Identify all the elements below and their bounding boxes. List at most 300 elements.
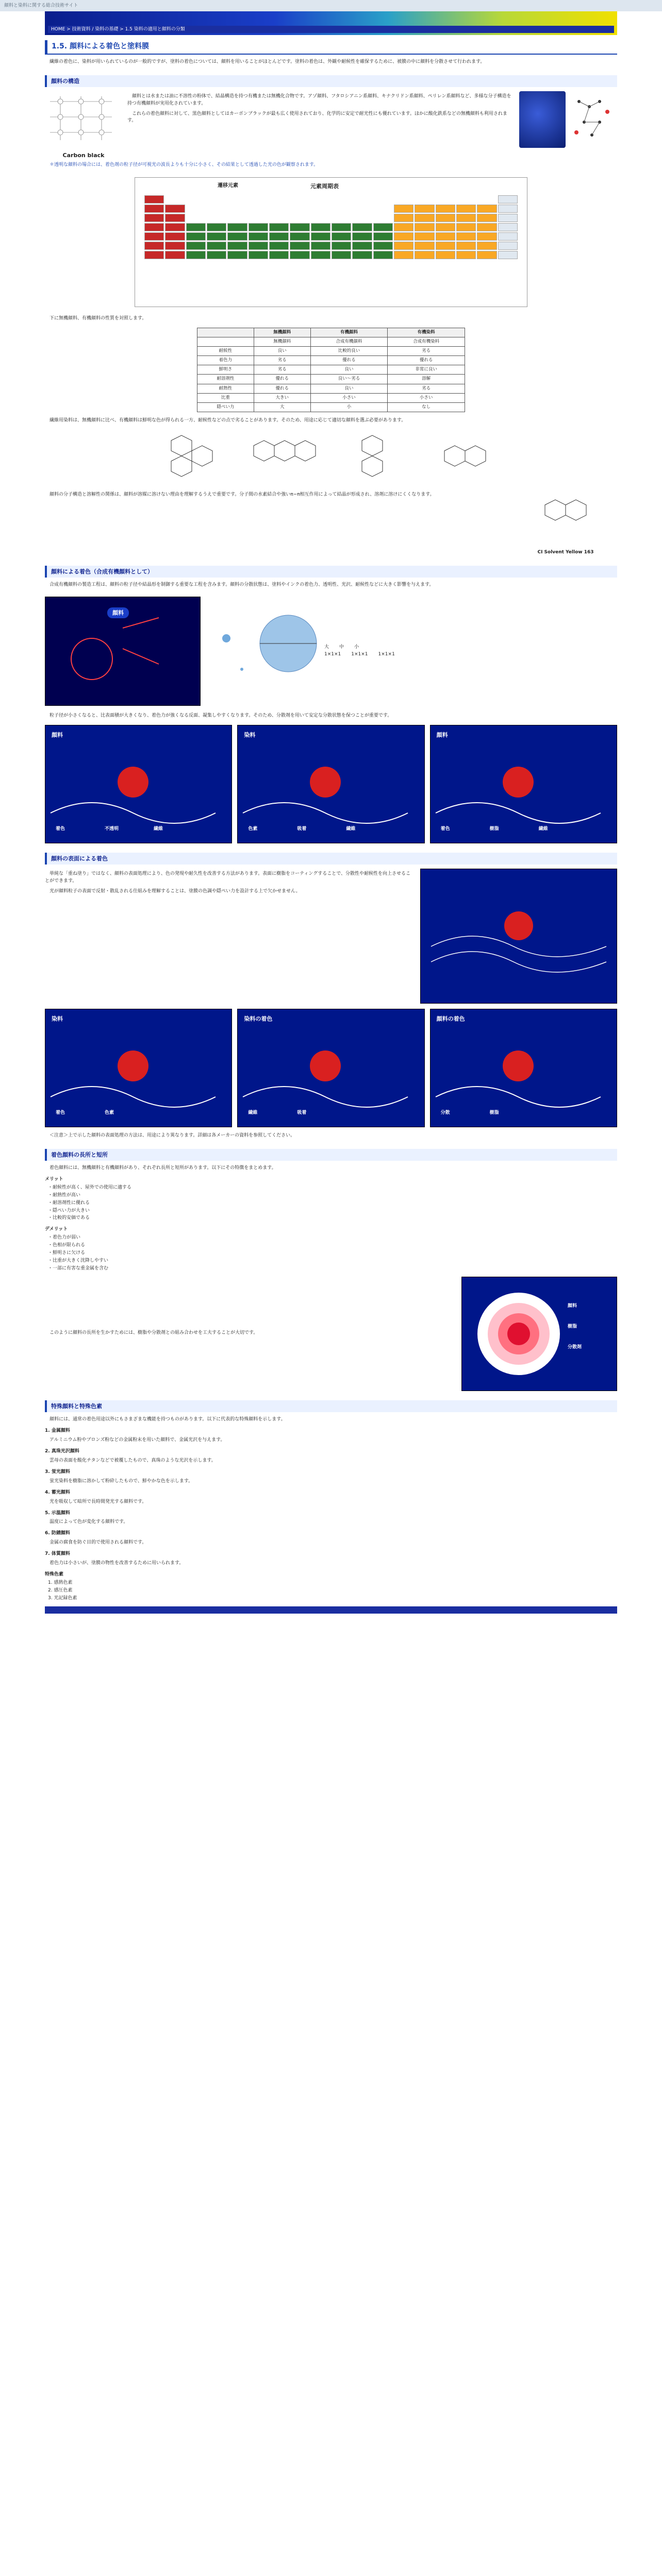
special-pigment-name: 7. 体質顔料 bbox=[45, 1551, 70, 1557]
element-cell bbox=[415, 251, 434, 259]
caution-note: ＜注意＞上で示した顔料の表面処理の方法は、用途により異なります。詳細は各メーカーの資料を参照してください。 bbox=[49, 1132, 295, 1138]
element-cell bbox=[332, 195, 351, 202]
molecule-paragraph: 顔料の分子構造と溶解性の関係は、顔料が溶媒に溶けない理由を理解するうえで重要です。分子間の水素結合や強いπ−π相互作用によって結晶が形成され、溶剤に溶けにくくなります。 bbox=[49, 492, 435, 498]
table-cell: 鮮明さ bbox=[197, 365, 254, 375]
element-cell bbox=[144, 223, 164, 231]
element-cell bbox=[436, 232, 455, 241]
element-cell bbox=[332, 214, 351, 221]
special-dyes-title: 特殊色素 bbox=[45, 1572, 64, 1578]
table-row bbox=[197, 346, 465, 355]
panel-label: 吸着 bbox=[297, 826, 307, 832]
element-cell bbox=[186, 195, 206, 202]
element-cell bbox=[456, 232, 476, 241]
element-cell bbox=[498, 251, 518, 259]
periodic-grid bbox=[135, 178, 527, 264]
particle-size-row bbox=[324, 644, 617, 651]
table-cell: 比重 bbox=[197, 393, 254, 402]
table-header-cell: 有機顔料 bbox=[310, 328, 388, 337]
element-cell bbox=[290, 251, 309, 259]
element-cell bbox=[477, 242, 496, 250]
molecule-image bbox=[569, 91, 615, 148]
crystal-figure bbox=[45, 91, 122, 160]
element-cell bbox=[290, 214, 309, 221]
diagram-panel bbox=[237, 725, 424, 843]
surface-diagram bbox=[420, 869, 617, 1004]
element-cell bbox=[352, 242, 372, 250]
panel-label: 樹脂 bbox=[489, 1110, 499, 1115]
element-cell bbox=[456, 195, 476, 202]
header-banner bbox=[45, 11, 617, 35]
list-item: ・比重が大きく沈降しやすい bbox=[48, 1258, 109, 1264]
element-cell bbox=[332, 205, 351, 212]
element-cell bbox=[227, 251, 247, 259]
synthesis-diagram bbox=[45, 597, 201, 706]
surface-paragraph-2: 光が顔料粒子の表面で反射・散乱される仕組みを理解することは、塗膜の色調や隠ぺい力を設計する上で欠かせません。 bbox=[49, 888, 301, 894]
element-cell bbox=[269, 242, 289, 250]
element-cell bbox=[373, 251, 393, 259]
element-cell bbox=[207, 232, 226, 241]
element-cell bbox=[415, 232, 434, 241]
element-cell bbox=[436, 214, 455, 222]
special-pigment-name: 3. 蛍光顔料 bbox=[45, 1469, 70, 1475]
merits-title: メリット bbox=[45, 1176, 63, 1182]
diagram-panel bbox=[237, 1009, 424, 1127]
table-cell: 比較的良い bbox=[310, 346, 388, 355]
element-cell bbox=[332, 232, 351, 241]
table-cell: 小さい bbox=[388, 393, 465, 402]
element-cell bbox=[165, 223, 185, 231]
special-pigment-text: 光を吸収して暗所で長時間発光する顔料です。 bbox=[49, 1499, 147, 1504]
table-row bbox=[197, 356, 465, 365]
element-cell bbox=[415, 242, 434, 250]
pigment-molecule-4 bbox=[429, 430, 511, 487]
section-title: 着色顔料の長所と短所 bbox=[45, 1149, 617, 1161]
element-cell bbox=[498, 223, 518, 231]
table-header-cell: 無機顔料 bbox=[254, 328, 310, 337]
panel-label: 繊維 bbox=[346, 826, 356, 832]
element-cell bbox=[207, 251, 226, 259]
element-cell bbox=[436, 195, 455, 202]
table-cell: 小さい bbox=[310, 393, 388, 402]
element-cell bbox=[227, 223, 247, 231]
element-cell bbox=[207, 195, 226, 202]
merits-intro: 着色顔料には、無機顔料と有機顔料があり、それぞれ長所と短所があります。以下にその特徴をまとめます。 bbox=[49, 1165, 276, 1171]
periodic-legend: 遷移元素 bbox=[218, 182, 238, 189]
element-cell bbox=[311, 214, 330, 221]
synthesis-pigment-label: 顔料 bbox=[107, 607, 129, 618]
element-cell bbox=[144, 214, 164, 222]
element-cell bbox=[186, 232, 206, 241]
element-cell bbox=[373, 232, 393, 241]
panel-label: 繊維 bbox=[154, 826, 163, 832]
element-cell bbox=[227, 195, 247, 202]
intro-paragraph: 繊維の着色に、染料が用いられているのが一般的ですが、塗料の着色については、顔料を用いることがほとんどです。塗料の着色は、外観や耐候性を確保するために、被膜の中に顔料を分散させて行われます。 bbox=[49, 59, 485, 64]
structure-note: ＊透明な顔料の場合には、着色剤の粒子径が可視光の波長よりも十分に小さく、その結果として透過した光の色が観察されます。 bbox=[49, 162, 319, 167]
page-title: 1.5. 顔料による着色と塗料膜 bbox=[45, 40, 617, 55]
pigment-molecule-3 bbox=[336, 430, 419, 487]
topbar-text: 顔料と染料に関する総合技術サイト bbox=[4, 3, 78, 8]
element-cell bbox=[352, 232, 372, 241]
particle-size-values bbox=[324, 651, 617, 658]
ring-label-2: 樹脂 bbox=[568, 1324, 577, 1330]
molecule-structures bbox=[45, 428, 617, 489]
list-item: ・耐候性が高く、屋外での使用に適する bbox=[48, 1184, 131, 1190]
synthesis-figures bbox=[45, 592, 617, 710]
periodic-title: 元素周期表 bbox=[310, 182, 339, 190]
element-cell bbox=[456, 242, 476, 250]
special-dyes-list bbox=[48, 1580, 617, 1602]
element-cell bbox=[269, 195, 289, 202]
list-item: 3. 光記録色素 bbox=[48, 1595, 77, 1601]
special-pigment-text: 蛍光染料を樹脂に溶かして粉砕したもので、鮮やかな色を示します。 bbox=[49, 1478, 193, 1484]
element-cell bbox=[332, 242, 351, 250]
element-cell bbox=[269, 232, 289, 241]
list-item: 1. 感熱色素 bbox=[48, 1580, 73, 1586]
element-cell bbox=[269, 251, 289, 259]
list-item: ・一部に有害な重金属を含む bbox=[48, 1266, 109, 1272]
element-cell bbox=[394, 223, 413, 231]
element-cell bbox=[498, 214, 518, 222]
table-cell: 隠ぺい力 bbox=[197, 402, 254, 412]
surface-section bbox=[45, 869, 617, 1004]
panel-graphic bbox=[45, 725, 231, 843]
element-cell bbox=[249, 232, 268, 241]
element-cell bbox=[249, 242, 268, 250]
element-cell bbox=[290, 232, 309, 241]
particle-spheres bbox=[206, 597, 319, 705]
table-cell: 優れる bbox=[254, 384, 310, 393]
table-row bbox=[197, 393, 465, 402]
section-structure bbox=[45, 91, 617, 160]
special-pigment-name: 2. 真珠光沢顔料 bbox=[45, 1448, 79, 1454]
table-cell: 合成有機染料 bbox=[388, 337, 465, 346]
page-container bbox=[45, 11, 617, 1614]
element-cell bbox=[394, 242, 413, 250]
element-cell bbox=[498, 205, 518, 213]
solvent-yellow-label: CI Solvent Yellow 163 bbox=[537, 549, 594, 555]
element-cell bbox=[186, 251, 206, 259]
element-cell bbox=[498, 195, 518, 204]
browser-topbar bbox=[0, 0, 662, 11]
panel-label: 着色 bbox=[56, 1110, 65, 1115]
pigment-molecule-1 bbox=[151, 430, 233, 487]
element-cell bbox=[373, 195, 393, 202]
element-cell bbox=[352, 195, 372, 202]
diagram-panel bbox=[45, 1009, 232, 1127]
element-cell bbox=[352, 214, 372, 221]
element-cell bbox=[373, 242, 393, 250]
crystal-lattice-image bbox=[45, 91, 122, 148]
surface-text bbox=[45, 869, 415, 1004]
element-cell bbox=[352, 251, 372, 259]
element-cell bbox=[186, 214, 206, 221]
element-cell bbox=[394, 251, 413, 259]
pigment-layer-rings bbox=[462, 1277, 617, 1391]
table-cell: 耐熱性 bbox=[197, 384, 254, 393]
special-pigment-name: 1. 金属顔料 bbox=[45, 1428, 70, 1434]
special-pigment-text: 温度によって色が変化する顔料です。 bbox=[49, 1519, 128, 1525]
element-cell bbox=[290, 223, 309, 231]
element-cell bbox=[436, 223, 455, 231]
element-cell bbox=[477, 195, 496, 202]
special-pigment-name: 5. 示温顔料 bbox=[45, 1510, 70, 1516]
table-row bbox=[197, 384, 465, 393]
element-cell bbox=[144, 232, 164, 241]
element-cell bbox=[290, 242, 309, 250]
table-cell: 耐候性 bbox=[197, 346, 254, 355]
element-cell bbox=[373, 205, 393, 212]
panel-label: 分散 bbox=[440, 1110, 450, 1115]
sphere-label-small: 小 bbox=[354, 644, 359, 650]
special-pigment-text: 着色力は小さいが、塗膜の物性を改善するために用いられます。 bbox=[49, 1561, 184, 1566]
element-cell bbox=[249, 205, 268, 212]
particle-size-text bbox=[324, 644, 617, 658]
table-header-cell: 有機染料 bbox=[388, 328, 465, 337]
element-cell bbox=[311, 195, 330, 202]
special-pigments-intro: 顔料には、通常の着色用途以外にもさまざまな機能を持つものがあります。以下に代表的な特殊顔料を示します。 bbox=[49, 1417, 286, 1422]
table-cell: 良い bbox=[254, 346, 310, 355]
panel-label: 着色 bbox=[440, 826, 450, 832]
section-title: 顔料の構造 bbox=[45, 75, 617, 87]
paragraph-after-table: 繊維用染料は、無機顔料に比べ、有機顔料は鮮明な色が得られる一方、耐候性などの点で劣ることがあります。そのため、用途に応じて適切な顔料を選ぶ必要があります。 bbox=[49, 418, 406, 423]
list-item: ・耐溶剤性に優れる bbox=[48, 1200, 90, 1206]
element-cell bbox=[165, 232, 185, 241]
element-cell bbox=[456, 223, 476, 231]
element-cell bbox=[290, 195, 309, 202]
table-cell: 無機顔料 bbox=[254, 337, 310, 346]
size-value-2: 1×1×1 bbox=[351, 651, 368, 657]
sphere-label-medium: 中 bbox=[339, 644, 344, 650]
list-item: ・鮮明さに欠ける bbox=[48, 1250, 86, 1256]
table-cell: 大 bbox=[254, 402, 310, 412]
element-cell bbox=[227, 205, 247, 212]
pigment-layer-section bbox=[45, 1277, 617, 1391]
element-cell bbox=[165, 251, 185, 259]
element-cell bbox=[415, 205, 434, 213]
ring-label-1: 顔料 bbox=[568, 1303, 577, 1309]
element-cell bbox=[394, 232, 413, 241]
element-cell bbox=[394, 195, 413, 202]
element-cell bbox=[311, 251, 330, 259]
table-cell: 小 bbox=[310, 402, 388, 412]
synthesis-paragraph: 合成有機顔料の製造工程は、顔料の粒子径や結晶形を制御する重要な工程を含みます。顔料の分散状態は、塗料やインクの着色力、透明性、光沢、耐候性などに大きく影響を与えます。 bbox=[49, 582, 434, 587]
table-cell: 劣る bbox=[388, 346, 465, 355]
table-header-row bbox=[197, 328, 465, 337]
panel-graphic bbox=[431, 725, 617, 843]
element-cell bbox=[144, 251, 164, 259]
element-cell bbox=[498, 242, 518, 250]
special-pigment-text: アルミニウム粉やブロンズ粉などの金属粉末を用いた顔料で、金属光沢を与えます。 bbox=[49, 1437, 225, 1443]
element-cell bbox=[186, 205, 206, 212]
panel-label: 繊維 bbox=[248, 1110, 258, 1115]
diagram-panel bbox=[430, 1009, 617, 1127]
element-cell bbox=[144, 195, 164, 204]
list-item: ・隠ぺい力が大きい bbox=[48, 1208, 90, 1213]
solvent-yellow-molecule bbox=[519, 489, 612, 546]
list-item: ・着色力が弱い bbox=[48, 1235, 81, 1241]
table-cell: 良い bbox=[310, 365, 388, 375]
element-cell bbox=[477, 232, 496, 241]
table-cell: 大きい bbox=[254, 393, 310, 402]
table-cell: 優れる bbox=[254, 375, 310, 384]
structure-text bbox=[127, 91, 514, 160]
breadcrumb[interactable]: HOME > 技術資料 / 染料の基礎 > 1.5 染料の適用と顔料の分類 bbox=[48, 26, 614, 33]
panel-title: 染料 bbox=[244, 731, 256, 738]
element-cell bbox=[290, 205, 309, 212]
size-value-1: 1×1×1 bbox=[324, 651, 341, 657]
demerits-list bbox=[48, 1234, 617, 1273]
element-cell bbox=[436, 251, 455, 259]
element-cell bbox=[415, 195, 434, 202]
table-cell: 優れる bbox=[388, 356, 465, 365]
special-pigments-list bbox=[45, 1428, 617, 1567]
pigment-layer-paragraph: このように顔料の長所を生かすためには、樹脂や分散剤との組み合わせを工夫することが大切です。 bbox=[49, 1330, 258, 1336]
panel-title: 顔料 bbox=[436, 731, 448, 738]
panel-graphic bbox=[238, 725, 424, 843]
coloring-panels bbox=[45, 1009, 617, 1127]
table-row bbox=[197, 337, 465, 346]
solvent-yellow-figure bbox=[514, 489, 617, 556]
table-cell: 溶解 bbox=[388, 375, 465, 384]
element-cell bbox=[165, 242, 185, 250]
element-cell bbox=[477, 223, 496, 231]
section-title: 顔料による着色（合成有機顔料として） bbox=[45, 566, 617, 578]
special-pigment-name: 6. 防錆顔料 bbox=[45, 1531, 70, 1536]
table-row bbox=[197, 365, 465, 375]
table-cell: 耐溶剤性 bbox=[197, 375, 254, 384]
element-cell bbox=[269, 223, 289, 231]
element-cell bbox=[249, 251, 268, 259]
page-footer bbox=[45, 1606, 617, 1614]
special-pigment-text: 金属の腐食を防ぐ目的で使用される顔料です。 bbox=[49, 1540, 147, 1546]
table-cell: 劣る bbox=[254, 365, 310, 375]
element-cell bbox=[477, 251, 496, 259]
element-cell bbox=[352, 205, 372, 212]
element-cell bbox=[249, 214, 268, 221]
panel-label: 着色 bbox=[56, 826, 65, 832]
pigment-molecule-2 bbox=[243, 430, 326, 487]
element-cell bbox=[332, 223, 351, 231]
size-value-3: 1×1×1 bbox=[378, 651, 395, 657]
element-cell bbox=[144, 242, 164, 250]
table-caption: 下に無機顔料、有機顔料の性質を対照します。 bbox=[49, 315, 147, 321]
table-cell: なし bbox=[388, 402, 465, 412]
table-cell: 優れる bbox=[310, 356, 388, 365]
table-cell: 良い bbox=[310, 384, 388, 393]
element-cell bbox=[394, 205, 413, 213]
element-cell bbox=[269, 214, 289, 221]
diagram-panel bbox=[45, 725, 232, 843]
element-cell bbox=[311, 223, 330, 231]
pigment-comparison-table bbox=[197, 328, 465, 413]
panel-title: 染料 bbox=[52, 1015, 63, 1022]
panel-label: 色素 bbox=[105, 1110, 114, 1115]
merits-list bbox=[48, 1184, 617, 1223]
element-cell bbox=[207, 205, 226, 212]
panel-label: 樹脂 bbox=[489, 826, 499, 832]
table-header-cell bbox=[197, 328, 254, 337]
surface-waves bbox=[421, 869, 617, 1003]
panel-title: 顔料の着色 bbox=[436, 1015, 465, 1022]
element-cell bbox=[165, 195, 185, 202]
element-cell bbox=[144, 205, 164, 213]
table-cell: 合成有機顔料 bbox=[310, 337, 388, 346]
table-row bbox=[197, 375, 465, 384]
list-item: ・比較的安価である bbox=[48, 1215, 90, 1221]
panel-label: 吸着 bbox=[297, 1110, 307, 1115]
list-item: ・耐熱性が高い bbox=[48, 1192, 81, 1198]
element-cell bbox=[227, 242, 247, 250]
table-cell: 着色力 bbox=[197, 356, 254, 365]
element-cell bbox=[165, 214, 185, 222]
carbon-black-label: Carbon black bbox=[62, 151, 105, 159]
panel-label: 色素 bbox=[248, 826, 258, 832]
element-cell bbox=[415, 223, 434, 231]
table-cell: 非常に良い bbox=[388, 365, 465, 375]
element-cell bbox=[207, 242, 226, 250]
element-cell bbox=[477, 205, 496, 213]
section-title: 顔料の表面による着色 bbox=[45, 853, 617, 865]
element-cell bbox=[249, 195, 268, 202]
element-cell bbox=[456, 214, 476, 222]
element-cell bbox=[186, 223, 206, 231]
element-cell bbox=[373, 223, 393, 231]
element-cell bbox=[269, 205, 289, 212]
list-item: 2. 感圧色素 bbox=[48, 1588, 73, 1594]
special-pigment-text: 雲母の表面を酸化チタンなどで被覆したもので、真珠のような光沢を示します。 bbox=[49, 1458, 216, 1463]
element-cell bbox=[373, 214, 393, 221]
element-cell bbox=[207, 214, 226, 221]
table-cell: 良い〜劣る bbox=[310, 375, 388, 384]
element-cell bbox=[498, 232, 518, 241]
element-cell bbox=[227, 232, 247, 241]
periodic-table bbox=[135, 177, 527, 307]
element-cell bbox=[311, 205, 330, 212]
pigment-photos bbox=[519, 91, 617, 160]
element-cell bbox=[207, 223, 226, 231]
element-cell bbox=[456, 205, 476, 213]
element-cell bbox=[456, 251, 476, 259]
table-cell: 劣る bbox=[254, 356, 310, 365]
element-cell bbox=[227, 214, 247, 221]
panel-title: 顔料 bbox=[52, 731, 63, 738]
element-cell bbox=[186, 242, 206, 250]
ring-label-3: 分散剤 bbox=[568, 1345, 582, 1350]
panel-graphic bbox=[431, 1009, 617, 1127]
element-cell bbox=[311, 232, 330, 241]
panel-title: 染料の着色 bbox=[244, 1015, 273, 1022]
dye-pigment-panels bbox=[45, 725, 617, 843]
pigment-layer-diagram bbox=[461, 1277, 617, 1391]
element-cell bbox=[311, 242, 330, 250]
panel-label: 繊維 bbox=[538, 826, 548, 832]
demerits-title: デメリット bbox=[45, 1227, 68, 1232]
element-cell bbox=[394, 214, 413, 222]
lapis-photo bbox=[519, 91, 566, 148]
element-cell bbox=[477, 214, 496, 222]
panel-label: 不透明 bbox=[105, 826, 119, 832]
element-cell bbox=[352, 223, 372, 231]
element-cell bbox=[249, 223, 268, 231]
section-title: 特殊顔料と特殊色素 bbox=[45, 1400, 617, 1412]
table-body bbox=[197, 337, 465, 412]
synthesis-arrows bbox=[45, 597, 200, 705]
special-pigment-name: 4. 蓄光顔料 bbox=[45, 1489, 70, 1495]
solubility-section bbox=[45, 489, 617, 556]
surface-paragraph-1: 単純な「重ね塗り」ではなく、顔料の表面処理により、色の発現や耐久性を改善する方法があります。表面に樹脂をコーティングすることで、分散性や耐候性を向上させることができます。 bbox=[45, 871, 411, 884]
particle-size-figure bbox=[206, 597, 319, 705]
sphere-label-large: 大 bbox=[324, 644, 329, 650]
